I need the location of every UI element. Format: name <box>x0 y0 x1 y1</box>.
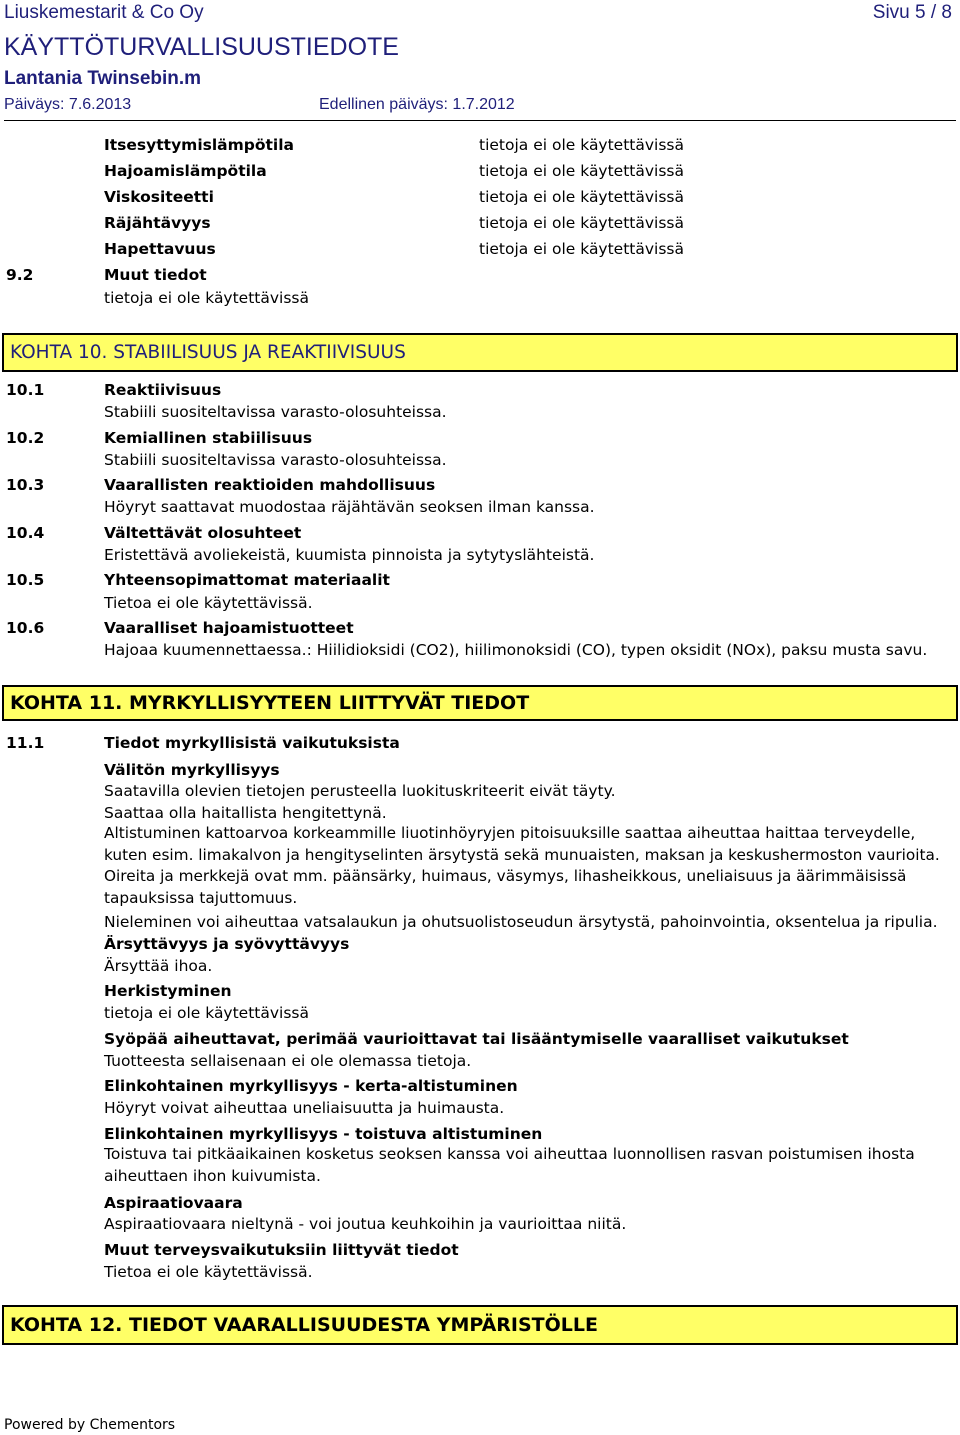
subsection-text: Hajoaa kuumennettaessa.: Hiilidioksidi (CO2), hiilimonoksidi (CO), typen oksidit (NOx), paksu musta savu. <box>104 641 928 659</box>
subsection-title: Vältettävät olosuhteet <box>104 524 302 542</box>
subsection-title: Tiedot myrkyllisistä vaikutuksista <box>104 734 400 752</box>
header-divider <box>4 120 956 121</box>
cmr-title: Syöpää aiheuttavat, perimää vaurioittavat tai lisääntymiselle vaaralliset vaikutukset <box>104 1030 849 1048</box>
section-title: KOHTA 10. STABIILISUUS JA REAKTIIVISUUS <box>10 342 406 363</box>
property-label: Räjähtävyys <box>104 214 211 232</box>
subsection-text: Stabiili suositeltavissa varasto-olosuhteissa. <box>104 403 447 421</box>
subsection-title: Kemiallinen stabiilisuus <box>104 429 313 447</box>
aspiration-title: Aspiraatiovaara <box>104 1194 243 1212</box>
subsection-number: 10.6 <box>6 619 45 637</box>
stot-single-title: Elinkohtainen myrkyllisyys - kerta-altistuminen <box>104 1077 518 1095</box>
sensitisation-title: Herkistyminen <box>104 982 232 1000</box>
section-12-header <box>2 1305 958 1345</box>
irritation-title: Ärsyttävyys ja syövyttävyys <box>104 935 350 953</box>
property-value: tietoja ei ole käytettävissä <box>479 240 685 258</box>
previous-date: Edellinen päiväys: 1.7.2012 <box>319 96 515 113</box>
subsection-number: 10.4 <box>6 524 45 542</box>
subsection-text: tietoja ei ole käytettävissä <box>104 289 310 307</box>
property-label: Itsesyttymislämpötila <box>104 136 295 154</box>
subsection-title: Vaaralliset hajoamistuotteet <box>104 619 354 637</box>
subsection-text: Höyryt saattavat muodostaa räjähtävän seoksen ilman kanssa. <box>104 498 595 516</box>
aspiration-text: Aspiraatiovaara nieltynä - voi joutua keuhkoihin ja vaurioittaa niitä. <box>104 1215 627 1233</box>
acute-toxicity-text: Saattaa olla haitallista hengitettynä. <box>104 804 387 822</box>
subsection-number: 10.1 <box>6 381 45 399</box>
stot-repeated-title: Elinkohtainen myrkyllisyys - toistuva altistuminen <box>104 1125 543 1143</box>
subsection-title: Muut tiedot <box>104 266 207 284</box>
footer-credit: Powered by Chementors <box>4 1417 176 1433</box>
subsection-number: 9.2 <box>6 266 34 284</box>
document-title: KÄYTTÖTURVALLISUUSTIEDOTE <box>4 33 399 61</box>
property-value: tietoja ei ole käytettävissä <box>479 188 685 206</box>
issue-date: Päiväys: 7.6.2013 <box>4 96 132 113</box>
cmr-text: Tuotteesta sellaisenaan ei ole olemassa tietoja. <box>104 1052 472 1070</box>
acute-toxicity-paragraph: Altistuminen kattoarvoa korkeammille liuotinhöyryjen pitoisuuksille saattaa aiheuttaa haittaa terveydelle, kuten esim. limakalvon ja hengityselinten ärsytystä sekä munuaisten, maksan ja keskushermoston vaurioita. Oireita ja merkkejä ovat mm. päänsärky, huimaus, väsymys, lihasheikkous, uneliaisuus ja äärimmäisissä tapauksissa tajuttomuus. <box>104 824 940 907</box>
subsection-text: Eristettävä avoliekeistä, kuumista pinnoista ja sytytyslähteistä. <box>104 546 595 564</box>
stot-repeated-text: Toistuva tai pitkäaikainen kosketus seoksen kanssa voi aiheuttaa luonnollisen rasvan poistumisen ihosta aiheuttaen ihon kuivumista. <box>104 1145 915 1185</box>
subsection-text: Tietoa ei ole käytettävissä. <box>104 594 313 612</box>
sensitisation-text: tietoja ei ole käytettävissä <box>104 1004 310 1022</box>
subsection-number: 10.3 <box>6 476 45 494</box>
irritation-text: Ärsyttää ihoa. <box>104 957 213 975</box>
page-number: Sivu 5 / 8 <box>872 2 952 23</box>
subsection-number: 11.1 <box>6 734 45 752</box>
subsection-title: Reaktiivisuus <box>104 381 222 399</box>
subsection-text: Stabiili suositeltavissa varasto-olosuhteissa. <box>104 451 447 469</box>
section-title: KOHTA 12. TIEDOT VAARALLISUUDESTA YMPÄRISTÖLLE <box>10 1314 598 1336</box>
property-label: Viskositeetti <box>104 188 214 206</box>
other-effects-text: Tietoa ei ole käytettävissä. <box>104 1263 313 1281</box>
section-11-header <box>2 685 958 721</box>
property-label: Hajoamislämpötila <box>104 162 267 180</box>
subsection-title: Yhteensopimattomat materiaalit <box>104 571 390 589</box>
subsection-number: 10.2 <box>6 429 45 447</box>
stot-single-text: Höyryt voivat aiheuttaa uneliaisuutta ja huimausta. <box>104 1099 505 1117</box>
property-value: tietoja ei ole käytettävissä <box>479 136 685 154</box>
section-10-header <box>2 333 958 372</box>
property-value: tietoja ei ole käytettävissä <box>479 214 685 232</box>
subsection-number: 10.5 <box>6 571 45 589</box>
acute-toxicity-text: Saatavilla olevien tietojen perusteella luokituskriteerit eivät täyty. <box>104 782 616 800</box>
product-name: Lantania Twinsebin.m <box>4 68 202 89</box>
acute-toxicity-paragraph: Nieleminen voi aiheuttaa vatsalaukun ja ohutsuolistoseudun ärsytystä, pahoinvointia, oksentelua ja ripulia. <box>104 913 938 931</box>
acute-toxicity-title: Välitön myrkyllisyys <box>104 761 280 779</box>
company-name: Liuskemestarit & Co Oy <box>4 2 204 23</box>
property-label: Hapettavuus <box>104 240 216 258</box>
section-title: KOHTA 11. MYRKYLLISYYTEEN LIITTYVÄT TIEDOT <box>10 692 530 714</box>
subsection-title: Vaarallisten reaktioiden mahdollisuus <box>104 476 436 494</box>
property-value: tietoja ei ole käytettävissä <box>479 162 685 180</box>
other-effects-title: Muut terveysvaikutuksiin liittyvät tiedot <box>104 1241 459 1259</box>
